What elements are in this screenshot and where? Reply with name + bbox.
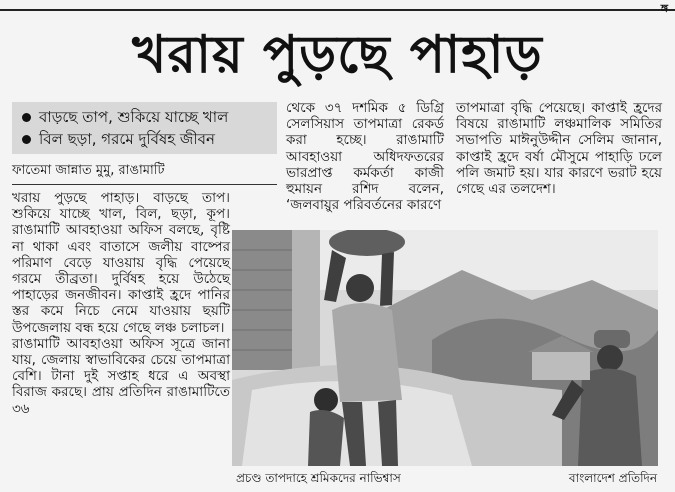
highlight-text: বাড়ছে তাপ, শুকিয়ে যাচ্ছে খাল xyxy=(39,108,229,126)
highlight-item xyxy=(22,129,215,149)
byline-rule xyxy=(12,184,277,185)
masthead-strip xyxy=(0,0,675,14)
photo-caption: প্রচণ্ড তাপদাহে শ্রমিকদের নাভিশ্বাস xyxy=(236,471,401,485)
photo-credit: বাংলাদেশ প্রতিদিন xyxy=(568,471,657,485)
highlights-box xyxy=(12,102,277,154)
highlight-item xyxy=(22,107,228,127)
paragraph: থেকে ৩৭ দশমিক ৫ ডিগ্রি সেলসিয়াস তাপমাত্রা রেকর্ড করা হচ্ছে। রাঙামাটি আবহাওয়া অধিদফতরের ভারপ্রাপ্ত কর্মকর্তা কাজী হুমায়ন রশিদ বলেন, ‘জলবায়ুর পরিবর্তনের কারণে xyxy=(286,100,444,214)
bullet-dot-icon xyxy=(22,113,31,122)
highlight-text: বিল ছড়া, গরমে দুর্বিষহ জীবন xyxy=(39,130,215,148)
masthead-rule xyxy=(0,9,675,11)
paragraph: রাঙামাটি আবহাওয়া অফিস সূত্রে জানা যায়, জেলায় স্বাভাবিকের চেয়ে তাপমাত্রা বেশি। টানা দুই সপ্তাহ ধরে এ অবস্থা বিরাজ করছে। প্রায় প্রতিদিন রাঙামাটিতে ৩৬ xyxy=(12,335,230,417)
paragraph: খরায় পুড়ছে পাহাড়। বাড়ছে তাপ। শুকিয়ে যাচ্ছে খাল, বিল, ছড়া, কূপ। রাঙামাটি আবহাওয়া অফিস বলছে, বৃষ্টি না থাকা এবং বাতাসে জলীয় বাষ্পের পরিমাণ বেড়ে যাওয়ায় বৃদ্ধি পেয়েছে গরমে তীব্রতা। দুর্বিষহ হয়ে উঠেছে পাহাড়ের জনজীবন। কাপ্তাই হ্রদে পানির স্তর কমে নিচে নেমে যাওয়ায় ছয়টি উপজেলায় বন্ধ হয়ে গেছে লঞ্চ চলাচল। xyxy=(12,190,230,336)
paragraph: তাপমাত্রা বৃদ্ধি পেয়েছে। কাপ্তাই হ্রদের বিষয়ে রাঙামাটি লঞ্চমালিক সমিতির সভাপতি মাঈনুউদ্দীন সেলিম জানান, কাপ্তাই হ্রদে বর্ষা মৌসুমে পাহাড়ি ঢলে পলি জমাট হয়। যার কারণে ভরাট হয়ে গেছে এর তলদেশ। xyxy=(456,100,662,198)
headline: খরায় পুড়ছে পাহাড় xyxy=(132,25,543,85)
masthead-corner-text: ঙ্গ xyxy=(660,2,669,15)
article-column-2 xyxy=(286,100,444,213)
byline: ফাতেমা জান্নাত মুমু, রাঙামাটি xyxy=(12,163,165,178)
article-column-1 xyxy=(12,190,230,417)
bullet-dot-icon xyxy=(22,135,31,144)
article-column-3 xyxy=(456,100,662,197)
news-photo xyxy=(232,230,658,466)
photo-illustration xyxy=(232,230,658,466)
